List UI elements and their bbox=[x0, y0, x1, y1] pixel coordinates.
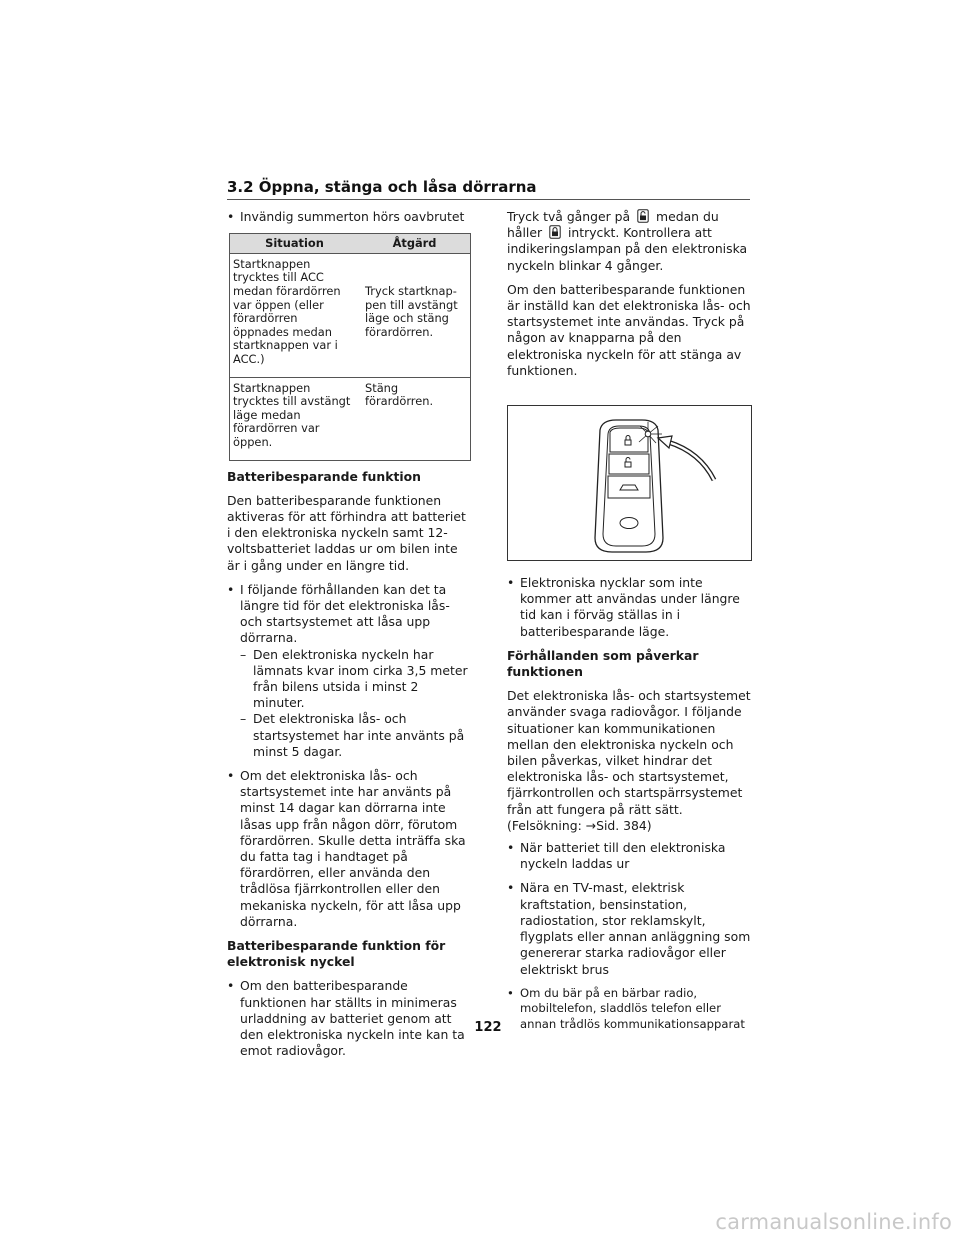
paragraph-text: Det elektroniska lås- och startsystemet använder svaga radiovågor. I följande situationer kan kommunikationen mellan den elektroniska nyckeln och bilen påverkas, vilket hindrar det elektroniska lås- och startsystemet, fjärrkontrollen och startspärrsystemet från att fungera på rätt sätt. (Felsökning: bbox=[507, 688, 751, 833]
list-item bbox=[227, 582, 472, 760]
list-item: • Elektroniska nycklar som inte kommer att användas under längre tid kan i förväg ställas in i batteribesparande läge. bbox=[507, 575, 752, 640]
dash-list bbox=[240, 647, 472, 760]
table-row bbox=[230, 253, 470, 377]
instruction-paragraph bbox=[507, 209, 752, 274]
table-cell-action bbox=[359, 254, 470, 377]
list-item: • Om det elektroniska lås- och startsystemet inte har använts på minst 14 dagar kan dörrarna inte låsas upp från någon dörr, förutom förardörren. Skulle detta inträffa ska du fatta tag i handtaget på förardörren, eller använda den trådlösa fjärrkontrollen eller den mekaniska nyckeln, för att låsa upp dörrarna. bbox=[227, 768, 472, 930]
table-cell-action: Stäng förardörren. bbox=[365, 380, 434, 409]
heading-conditions: Förhållanden som påverkar funktionen bbox=[507, 647, 699, 680]
list-item-text: I följande förhållanden kan det ta längre tid för det elektroniska lås- och startsystemet att låsa upp dörrarna. bbox=[240, 581, 450, 646]
list-item: • Om den batteribesparande funktionen har ställts in minimeras urladdning av batteriet genom att den elektroniska nyckeln inte kan ta emot radiovågor. bbox=[227, 978, 472, 1059]
paragraph bbox=[507, 688, 752, 834]
dash-item: – Det elektroniska lås- och startsystemet har inte använts på minst 5 dagar. bbox=[240, 711, 472, 760]
section-title: 3.2 Öppna, stänga och låsa dörrarna bbox=[227, 178, 537, 196]
table-header bbox=[230, 234, 470, 253]
instruction-text-2: medan du håller bbox=[507, 209, 719, 241]
bullet-list bbox=[227, 582, 472, 930]
paragraph: Om den batteribesparande funktionen är inställd kan det elektroniska lås- och startsystemet inte användas. Tryck på någon av knapparna på den elektroniska nyckeln för att stänga av funktionen. bbox=[507, 281, 751, 378]
bullet-list bbox=[507, 575, 752, 640]
key-fob-icon bbox=[508, 406, 751, 560]
lock-icon bbox=[549, 225, 561, 239]
section-divider bbox=[227, 199, 750, 200]
watermark: carmanualsonline.info bbox=[715, 1210, 952, 1234]
table-cell-situation: Startknappen trycktes till avstängt läge medan förardörren var öppen. bbox=[233, 380, 351, 449]
intro-list bbox=[227, 209, 472, 225]
dash-item: – Den elektroniska nyckeln har lämnats kvar inom cirka 3,5 meter från bilens utsida i minst 2 minuter. bbox=[240, 647, 472, 712]
right-column bbox=[507, 209, 752, 1040]
table-cell-action-text: Tryck startknappen till avstängt läge och stäng förardörren. bbox=[365, 283, 458, 339]
list-item: • Invändig summerton hörs oavbrutet bbox=[227, 209, 472, 225]
list-item: • Nära en TV-mast, elektrisk kraftstation, bensinstation, radiostation, stor reklamskylt, flygplats eller annan anläggning som genererar starka radiovågor eller elektriskt brus bbox=[507, 880, 752, 977]
page-reference-link[interactable]: →Sid. 384) bbox=[585, 817, 652, 833]
unlock-icon bbox=[637, 209, 649, 223]
page-number: 122 bbox=[474, 1020, 502, 1035]
instruction-text-3: intryckt. Kontrollera att indikeringslampan på den elektroniska nyckeln blinkar 4 gånger. bbox=[507, 225, 748, 273]
heading-battery-saving: Batteribesparande funktion bbox=[227, 468, 421, 484]
instruction-text-1: Tryck två gånger på bbox=[507, 209, 631, 224]
paragraph: Den batteribesparande funktionen aktiveras för att förhindra att batteriet i den elektroniska nyckeln samt 12-voltsbatteriet laddas ur om bilen inte är i gång under en längre tid. bbox=[227, 492, 466, 573]
bullet-list bbox=[227, 978, 472, 1059]
heading-key-battery-saving: Batteribesparande funktion för elektronisk nyckel bbox=[227, 938, 446, 970]
list-item: • När batteriet till den elektroniska nyckeln laddas ur bbox=[507, 840, 752, 872]
bullet-list bbox=[507, 840, 752, 1032]
table-cell-situation: Startknappen trycktes till ACC medan förardörren var öppen (eller förardörren öppnades medan startknappen var i ACC.) bbox=[233, 256, 341, 366]
key-fob-illustration bbox=[507, 405, 752, 561]
list-item: • Om du bär på en bärbar radio, mobiltelefon, sladdlös telefon eller annan trådlös kommunikationsapparat bbox=[507, 986, 752, 1032]
situation-table bbox=[229, 233, 471, 460]
table-header-situation: Situation bbox=[265, 236, 324, 251]
table-row bbox=[230, 377, 470, 460]
left-column bbox=[227, 209, 472, 1067]
table-header-action: Åtgärd bbox=[392, 236, 437, 251]
